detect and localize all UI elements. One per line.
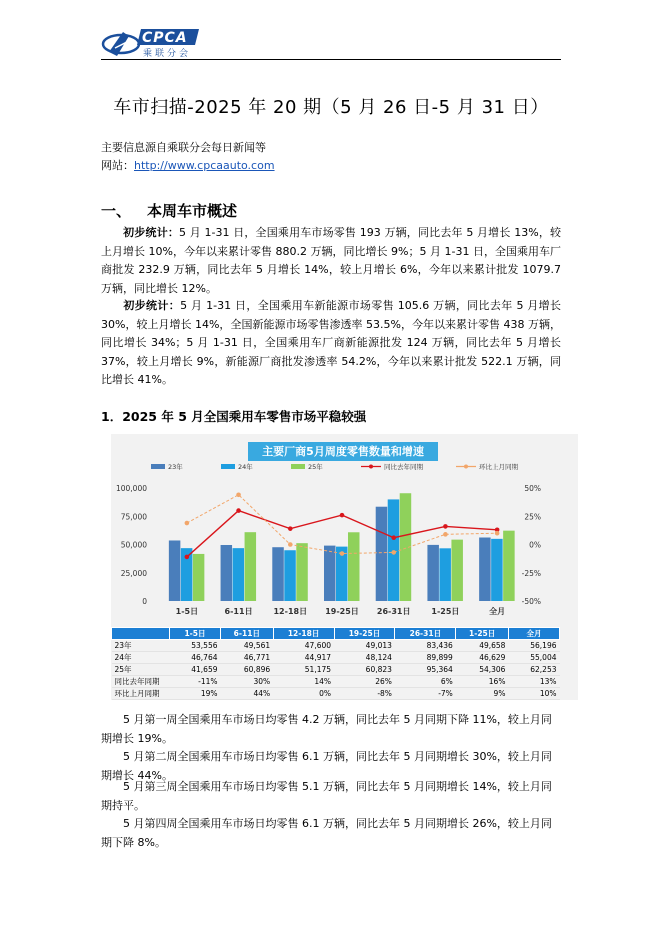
table-row xyxy=(112,652,560,664)
table-row xyxy=(112,676,560,688)
table-cell: 25年 xyxy=(112,664,170,676)
legend-swatch xyxy=(151,464,165,469)
paragraph-text: 5 月 1-31 日，全国乘用车市场零售 193 万辆，同比去年 5 月增长 13%，较上月增长 10%，今年以来累计零售 880.2 万辆，同比增长 9%；5 月 1-31 日，全国乘用车厂商批发 232.9 万辆，同比去年 5 月增长 14%，较上月增长 6%，今年以来累计批发 1079.7 万辆，同比增长 12%。 xyxy=(101,226,561,295)
point-环比上月同期 xyxy=(185,521,190,526)
x-axis-tick: 12-18日 xyxy=(273,607,308,616)
table-cell: 83,436 xyxy=(395,640,456,652)
x-axis-tick: 1-5日 xyxy=(175,607,199,616)
x-axis-tick: 19-25日 xyxy=(325,607,359,616)
chart-data-table xyxy=(111,627,560,700)
table-cell: 54,306 xyxy=(456,664,509,676)
table-cell: 46,629 xyxy=(456,652,509,664)
website-label: 网站： xyxy=(101,159,134,172)
table-cell: 44% xyxy=(221,688,274,700)
section-number: 一、 xyxy=(101,202,132,220)
point-环比上月同期 xyxy=(495,531,500,536)
x-axis-tick: 6-11日 xyxy=(224,607,253,616)
legend-swatch xyxy=(464,465,468,469)
bar-23年 xyxy=(221,545,233,601)
bar-25年 xyxy=(451,540,463,601)
bar-23年 xyxy=(324,546,336,601)
week-summary-paragraph: 5 月第四周全国乘用车市场日均零售 6.1 万辆，同比去年 5 月同期增长 26%，较上月同期下降 8%。 xyxy=(101,817,552,849)
table-cell: 62,253 xyxy=(508,664,559,676)
table-cell: 24年 xyxy=(112,652,170,664)
point-同比去年同期 xyxy=(443,524,448,529)
table-cell: 44,917 xyxy=(273,652,334,664)
y-axis-right-tick: 0% xyxy=(529,540,541,550)
table-cell: 49,658 xyxy=(456,640,509,652)
legend-label: 环比上月同期 xyxy=(479,463,518,471)
bar-25年 xyxy=(193,554,205,601)
document-title: 车市扫描-2025 年 20 期（5 月 26 日-5 月 31 日） xyxy=(113,97,549,118)
table-cell: 0% xyxy=(273,688,334,700)
y-axis-left-tick: 50,000 xyxy=(120,540,147,550)
paragraph-label: 初步统计： xyxy=(123,226,180,239)
y-axis-right-tick: -25% xyxy=(521,568,541,578)
paragraph-text: 5 月 1-31 日，全国乘用车新能源市场零售 105.6 万辆，同比去年 5 月增长 30%，较上月增长 14%，全国新能源市场零售渗透率 53.5%，今年以来累计零售 438 万辆，同比增长 34%；5 月 1-31 日，全国乘用车厂商新能源批发 124 万辆，同比去年 5 月增长 37%，较上月增长 9%，新能源厂商批发渗透率 54.2%，今年以来累计批发 522.1 万辆，同比增长 41%。 xyxy=(101,299,561,386)
table-cell: -7% xyxy=(395,688,456,700)
table-header-cell: 全月 xyxy=(508,628,559,640)
table-cell: -8% xyxy=(334,688,395,700)
subsection-heading: 1．2025 年 5 月全国乘用车零售市场平稳较强 xyxy=(101,409,367,424)
bar-24年 xyxy=(233,548,245,601)
bar-25年 xyxy=(245,532,256,601)
point-环比上月同期 xyxy=(288,542,293,547)
week-summary-paragraph: 5 月第三周全国乘用车市场日均零售 5.1 万辆，同比去年 5 月同期增长 14%，较上月同期持平。 xyxy=(101,780,552,812)
paragraph-nev-summary xyxy=(101,297,561,390)
bar-25年 xyxy=(348,532,360,601)
point-同比去年同期 xyxy=(340,513,345,518)
table-cell: 13% xyxy=(508,676,559,688)
week-summary-paragraph: 5 月第一周全国乘用车市场日均零售 4.2 万辆，同比去年 5 月同期下降 11%，较上月同期增长 19%。 xyxy=(101,713,552,745)
point-环比上月同期 xyxy=(391,550,396,555)
table-header-cell: 19-25日 xyxy=(334,628,395,640)
table-cell: 55,004 xyxy=(508,652,559,664)
table-cell: 48,124 xyxy=(334,652,395,664)
table-row xyxy=(112,688,560,700)
table-cell: 46,771 xyxy=(221,652,274,664)
y-axis-right-tick: -50% xyxy=(521,597,541,606)
y-axis-right-tick: 25% xyxy=(524,512,541,522)
table-cell: 47,600 xyxy=(273,640,334,652)
table-cell: 51,175 xyxy=(273,664,334,676)
table-cell: 60,896 xyxy=(221,664,274,676)
table-cell: 41,659 xyxy=(170,664,221,676)
paragraph-retail-summary xyxy=(101,224,561,298)
bar-23年 xyxy=(479,537,491,601)
point-同比去年同期 xyxy=(185,555,190,560)
table-header-cell xyxy=(112,628,170,640)
x-axis-tick: 26-31日 xyxy=(376,607,411,616)
table-header-cell: 12-18日 xyxy=(273,628,334,640)
table-cell: 10% xyxy=(508,688,559,700)
logo-text: CPCA xyxy=(142,30,188,46)
table-header-row xyxy=(112,628,560,640)
table-cell: 19% xyxy=(170,688,221,700)
legend-label: 同比去年同期 xyxy=(384,463,423,471)
point-同比去年同期 xyxy=(288,526,293,531)
section-title: 本周车市概述 xyxy=(147,202,238,220)
bar-24年 xyxy=(284,550,296,601)
table-cell: 46,764 xyxy=(170,652,221,664)
x-axis-tick: 全月 xyxy=(489,607,506,616)
table-row xyxy=(112,640,560,652)
week-summary-paragraph: 5 月第二周全国乘用车市场日均零售 6.1 万辆，同比去年 5 月同期增长 30%，较上月同期增长 44%。 xyxy=(101,750,552,782)
table-cell: 49,561 xyxy=(221,640,274,652)
table-row xyxy=(112,664,560,676)
point-同比去年同期 xyxy=(391,535,396,540)
point-环比上月同期 xyxy=(236,492,241,497)
bar-25年 xyxy=(296,543,308,601)
website-link[interactable]: http://www.cpcaauto.com xyxy=(134,159,275,172)
table-cell: 95,364 xyxy=(395,664,456,676)
table-cell: 同比去年同期 xyxy=(112,676,170,688)
table-cell: 9% xyxy=(456,688,509,700)
y-axis-left-tick: 100,000 xyxy=(115,484,147,493)
bar-24年 xyxy=(491,539,503,601)
table-header-cell: 1-25日 xyxy=(456,628,509,640)
table-cell: 环比上月同期 xyxy=(112,688,170,700)
table-cell: 53,556 xyxy=(170,640,221,652)
point-环比上月同期 xyxy=(340,551,345,556)
bar-25年 xyxy=(503,531,514,601)
table-header-cell: 1-5日 xyxy=(170,628,221,640)
legend-swatch xyxy=(221,464,235,469)
table-cell: 89,899 xyxy=(395,652,456,664)
table-cell: 23年 xyxy=(112,640,170,652)
table-cell: 49,013 xyxy=(334,640,395,652)
y-axis-left-tick: 0 xyxy=(142,597,147,606)
chart-title: 主要厂商5月周度零售数量和增速 xyxy=(248,442,438,461)
table-header-cell: 6-11日 xyxy=(221,628,274,640)
point-同比去年同期 xyxy=(236,508,241,513)
bar-23年 xyxy=(427,545,439,601)
table-cell: 16% xyxy=(456,676,509,688)
website-line xyxy=(101,157,275,173)
legend-swatch xyxy=(291,464,305,469)
x-axis-tick: 1-25日 xyxy=(431,607,460,616)
logo-subtext: 乘联分会 xyxy=(143,49,192,59)
legend-label: 25年 xyxy=(308,463,323,471)
table-header-cell: 26-31日 xyxy=(395,628,456,640)
y-axis-right-tick: 50% xyxy=(524,484,541,493)
bar-24年 xyxy=(439,548,451,601)
legend-swatch xyxy=(369,465,373,469)
y-axis-left-tick: 75,000 xyxy=(120,512,147,522)
section-heading xyxy=(101,200,237,221)
legend-label: 24年 xyxy=(238,463,253,471)
bar-23年 xyxy=(272,547,284,601)
source-note: 主要信息源自乘联分会每日新闻等 xyxy=(101,141,266,154)
paragraph-label: 初步统计： xyxy=(123,299,181,312)
header-rule xyxy=(101,59,561,60)
table-cell: -11% xyxy=(170,676,221,688)
table-cell: 60,823 xyxy=(334,664,395,676)
legend-label: 23年 xyxy=(168,463,183,471)
line-环比上月同期 xyxy=(187,495,497,554)
point-环比上月同期 xyxy=(443,532,448,537)
table-cell: 56,196 xyxy=(508,640,559,652)
table-cell: 30% xyxy=(221,676,274,688)
table-cell: 26% xyxy=(334,676,395,688)
y-axis-left-tick: 25,000 xyxy=(120,568,147,578)
table-cell: 14% xyxy=(273,676,334,688)
bar-23年 xyxy=(376,507,388,601)
bar-23年 xyxy=(169,540,181,601)
table-cell: 6% xyxy=(395,676,456,688)
